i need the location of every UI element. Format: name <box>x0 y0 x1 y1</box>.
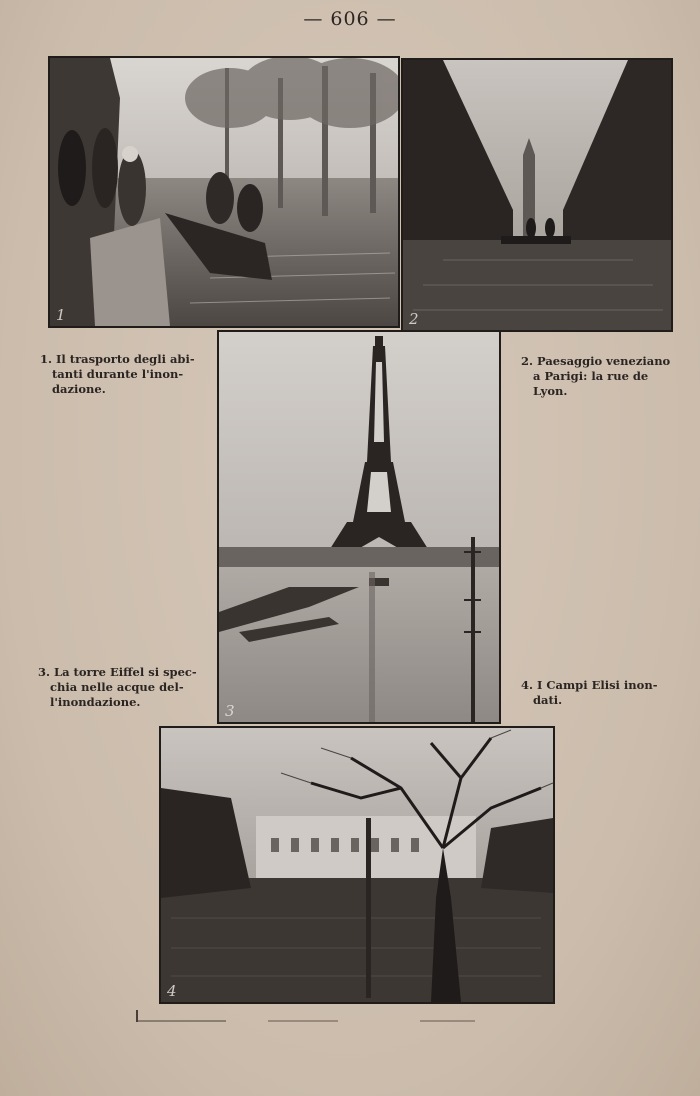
photo-eiffel-tower <box>217 330 501 724</box>
caption-line: 4. I Campi Elisi inon- <box>521 678 658 692</box>
print-mark <box>268 1020 338 1022</box>
photo-rue-de-lyon-image <box>403 60 671 330</box>
caption-line: dati. <box>533 693 563 707</box>
caption-line: 2. Paesaggio veneziano <box>521 354 671 368</box>
photo-champs-elysees-image <box>161 728 553 1002</box>
photo-rue-de-lyon <box>401 58 673 332</box>
caption-photo-3 <box>38 665 203 710</box>
page-number: — 606 — <box>303 8 397 30</box>
caption-photo-4 <box>521 678 677 708</box>
caption-line: l'inondazione. <box>50 695 141 709</box>
photo-number-label: 4 <box>167 982 177 1000</box>
photo-eiffel-tower-image <box>219 332 499 722</box>
caption-line: Lyon. <box>533 384 568 398</box>
caption-line: tanti durante l'inon- <box>52 367 184 381</box>
caption-photo-1 <box>40 352 200 397</box>
caption-photo-2 <box>521 354 677 399</box>
print-mark <box>136 1020 226 1022</box>
photo-boat-rescue <box>48 56 400 328</box>
photo-number-label: 2 <box>409 310 419 328</box>
photo-number-label: 1 <box>56 306 66 324</box>
print-mark <box>420 1020 475 1022</box>
caption-line: chia nelle acque del- <box>50 680 184 694</box>
photo-boat-rescue-image <box>50 58 398 326</box>
caption-line: a Parigi: la rue de <box>533 369 649 383</box>
caption-line: dazione. <box>52 382 106 396</box>
caption-line: 3. La torre Eiffel si spec- <box>38 665 197 679</box>
photo-number-label: 3 <box>225 702 235 720</box>
photo-champs-elysees <box>159 726 555 1004</box>
caption-line: 1. Il trasporto degli abi- <box>40 352 195 366</box>
